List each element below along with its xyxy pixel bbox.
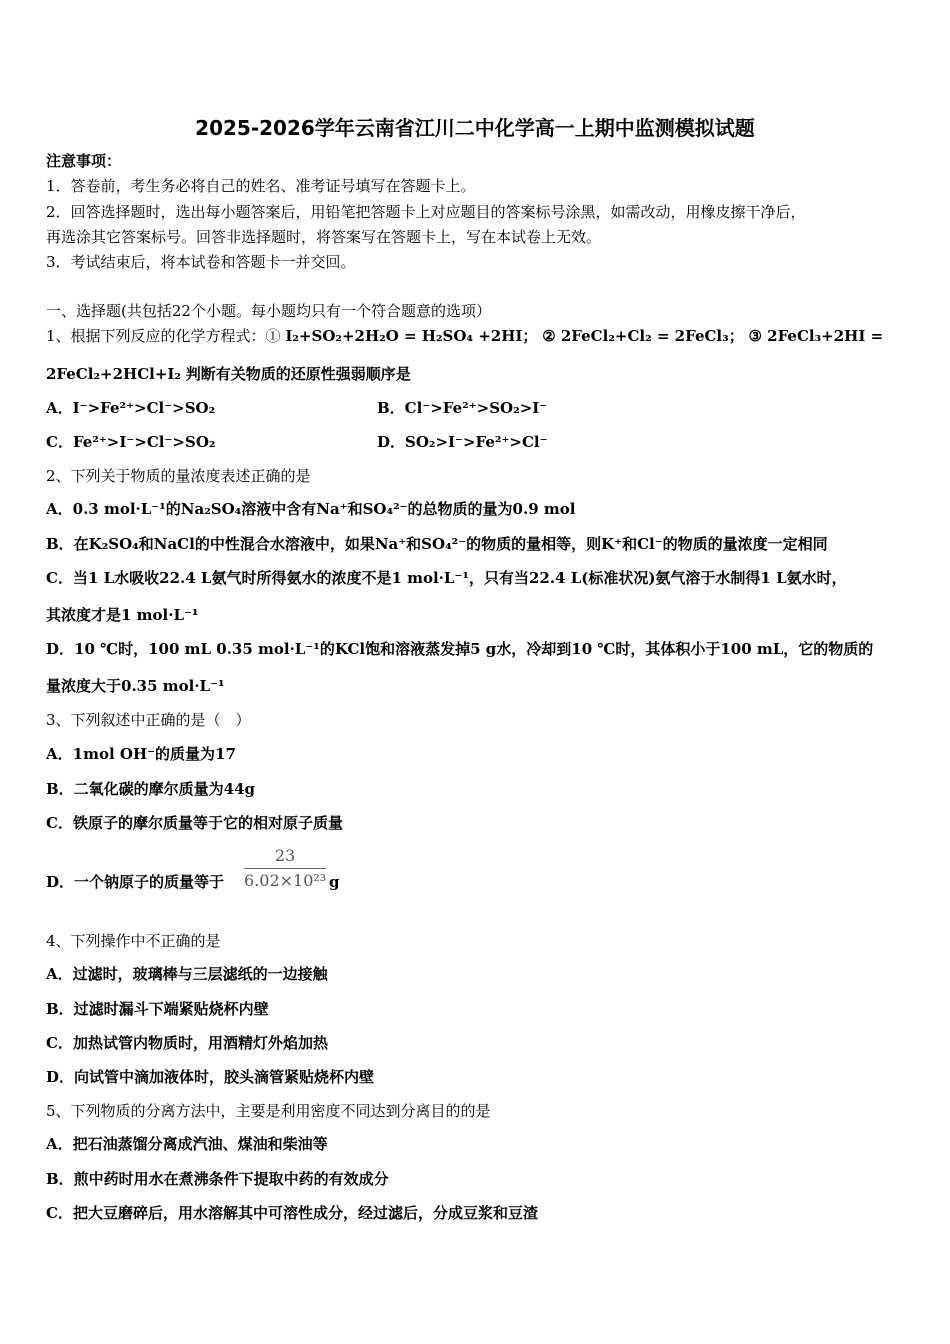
q1-equation-1: I₂+SO₂+2H₂O = H₂SO₄ +2HI； [285,327,538,345]
q1-option-b[interactable]: B．Cl⁻>Fe²⁺>SO₂>I⁻ [377,399,548,417]
q1-option-c[interactable]: C．Fe²⁺>I⁻>Cl⁻>SO₂ [46,433,216,451]
q3-stem: 3、下列叙述中正确的是（ ） [46,711,251,729]
q1-stem-line-1 [46,327,883,345]
q4-stem: 4、下列操作中不正确的是 [46,932,221,950]
q1-option-a[interactable]: A．I⁻>Fe²⁺>Cl⁻>SO₂ [46,399,216,417]
q2-option-c-line-1[interactable]: C．当1 L水吸收22.4 L氨气时所得氨水的浓度不是1 mol·L⁻¹，只有当22.4 L(标准状况)氨气溶于水制得1 L氨水时， [46,569,847,587]
notice-line-3: 再选涂其它答案标号。回答非选择题时，将答案写在答题卡上，写在本试卷上无效。 [46,228,602,246]
q2-option-d-line-1[interactable]: D．10 ℃时，100 mL 0.35 mol·L⁻¹的KCl饱和溶液蒸发掉5 g水，冷却到10 ℃时，其体积小于100 mL，它的物质的 [46,640,874,658]
q5-option-a[interactable]: A．把石油蒸馏分离成汽油、煤油和柴油等 [46,1135,328,1153]
notice-line-2: 2．回答选择题时，选出每小题答案后，用铅笔把答题卡上对应题目的答案标号涂黑，如需改动，用橡皮擦干净后， [46,203,806,221]
q1-stem-c: 判断有关物质的还原性强弱顺序是 [185,365,411,383]
q1-stem-line-2 [46,365,411,383]
q1-stem-b: 2FeCl₂+2HCl+I₂ [46,365,181,383]
q2-option-c-line-2[interactable]: 其浓度才是1 mol·L⁻¹ [46,606,199,624]
q5-option-b[interactable]: B．煎中药时用水在煮沸条件下提取中药的有效成分 [46,1170,389,1188]
q4-option-a[interactable]: A．过滤时，玻璃棒与三层滤纸的一边接触 [46,965,328,983]
q3-option-d-prefix: D．一个钠原子的质量等于 [46,873,225,891]
q1-stem-a: 根据下列反应的化学方程式：① [70,327,281,345]
q5-option-c[interactable]: C．把大豆磨碎后，用水溶解其中可溶性成分，经过滤后，分成豆浆和豆渣 [46,1204,538,1222]
q1-equation-2: ② 2FeCl₂+Cl₂ = 2FeCl₃； [542,327,744,345]
q3-fraction [244,846,326,891]
q1-number: 1、 [46,327,71,345]
page-title: 2025-2026学年云南省江川二中化学高一上期中监测模拟试题 [195,116,755,140]
q3-fraction-numerator: 23 [274,846,296,865]
q4-option-c[interactable]: C．加热试管内物质时，用酒精灯外焰加热 [46,1034,328,1052]
q3-fraction-bar [244,868,326,869]
q3-fraction-denominator: 6.02×10²³ [244,871,327,890]
q4-option-d[interactable]: D．向试管中滴加液体时，胶头滴管紧贴烧杯内壁 [46,1068,375,1086]
q2-option-a[interactable]: A．0.3 mol·L⁻¹的Na₂SO₄溶液中含有Na⁺和SO₄²⁻的总物质的量为0.9 mol [46,500,576,518]
q2-option-d-line-2[interactable]: 量浓度大于0.35 mol·L⁻¹ [46,677,225,695]
q3-option-c[interactable]: C．铁原子的摩尔质量等于它的相对原子质量 [46,814,343,832]
notice-line-4: 3．考试结束后，将本试卷和答题卡一并交回。 [46,253,356,271]
notice-line-1: 1．答卷前，考生务必将自己的姓名、准考证号填写在答题卡上。 [46,177,476,195]
q4-option-b[interactable]: B．过滤时漏斗下端紧贴烧杯内壁 [46,1000,269,1018]
q3-option-a[interactable]: A．1mol OH⁻的质量为17 [46,745,236,763]
q3-option-b[interactable]: B．二氧化碳的摩尔质量为44g [46,780,256,798]
q3-option-d[interactable] [46,873,224,891]
q2-stem: 2、下列关于物质的量浓度表述正确的是 [46,467,311,485]
section-heading: 一、选择题(共包括22个小题。每小题均只有一个符合题意的选项） [46,302,491,320]
q5-stem: 5、下列物质的分离方法中，主要是利用密度不同达到分离目的的是 [46,1102,491,1120]
q3-option-d-unit: g [329,873,340,891]
q2-option-b[interactable]: B．在K₂SO₄和NaCl的中性混合水溶液中，如果Na⁺和SO₄²⁻的物质的量相等，则K⁺和Cl⁻的物质的量浓度一定相同 [46,535,828,553]
q1-option-d[interactable]: D．SO₂>I⁻>Fe²⁺>Cl⁻ [377,433,548,451]
notice-heading: 注意事项： [46,152,122,170]
q1-equation-3: ③ 2FeCl₃+2HI = [748,327,884,345]
